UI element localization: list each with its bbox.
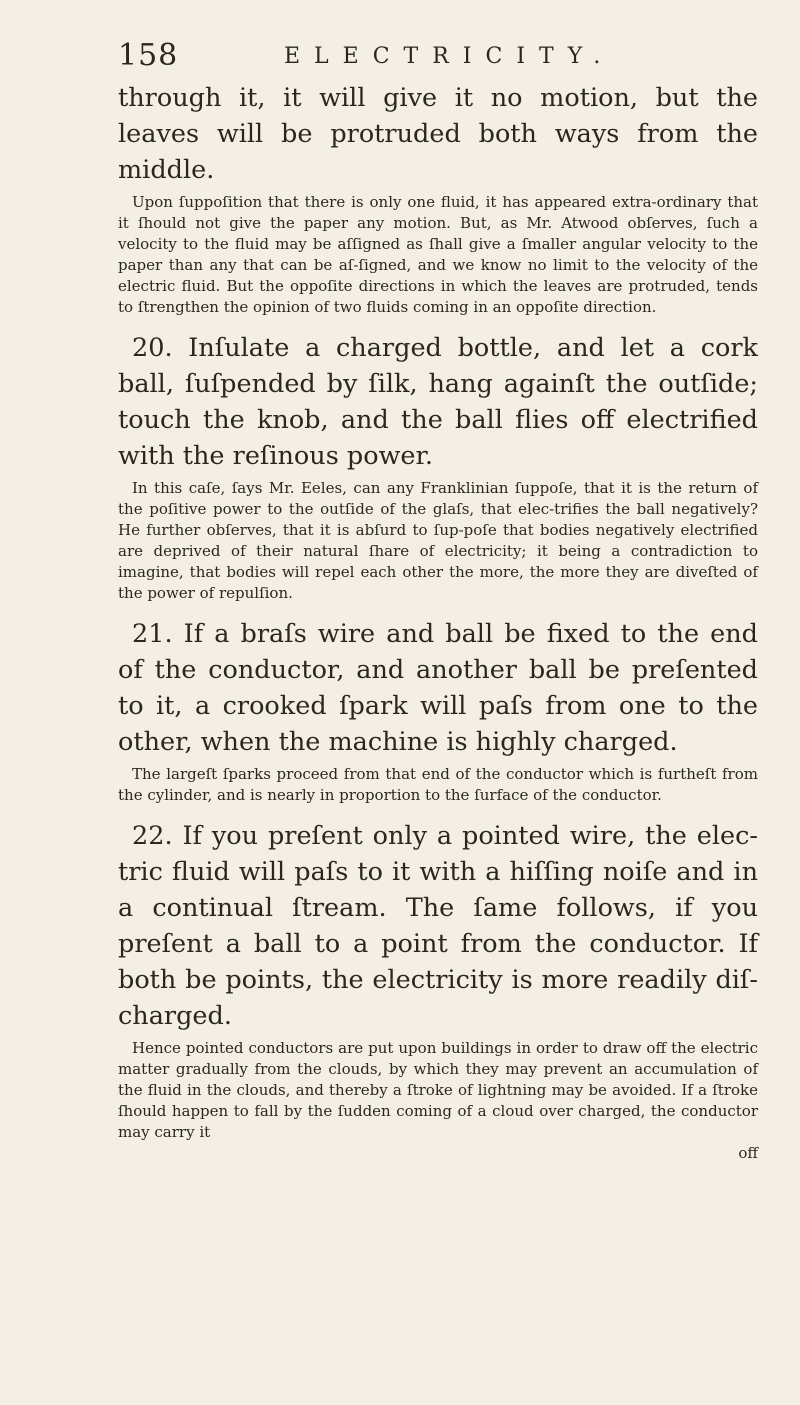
experiment-22: 22. If you preſent only a pointed wire, the elec-tric fluid will paſs to it with a hiſſing noiſe and in a continual ſtream. The ſame follows, if you preſent a ball to a point from the conductor. If both be points, the electricity is more readily diſ-charged.: [118, 821, 758, 1031]
page-number: 158: [118, 38, 179, 73]
experiment-21: 21. If a braſs wire and ball be fixed to the end of the conductor, and another ball be preſented to it, a crooked ſpark will paſs from one to the other, when the machine is highly charged.: [118, 619, 758, 757]
note-paragraph: The largeſt ſparks proceed from that end of the conductor which is furtheſt from the cylinder, and is nearly in proportion to the ſurface of the conductor.: [118, 765, 758, 804]
note-paragraph: In this caſe, ſays Mr. Eeles, can any Franklinian ſuppoſe, that it is the return of the poſitive power to the outſide of the glaſs, that elec-trifies the ball negatively? He further obſerves, that it is abſurd to ſup-poſe that bodies negatively electrified are deprived of their natural ſhare of electricity; it being a contradiction to imagine, that bodies will repel each other the more, the more they are diveſted of the power of repulſion.: [118, 479, 758, 602]
experiment-20: 20. Inſulate a charged bottle, and let a cork ball, ſuſpended by ſilk, hang againſt the outſide; touch the knob, and the ball flies off electrified with the reſinous power.: [118, 333, 758, 471]
catchword: off: [738, 1144, 758, 1162]
note-paragraph: Upon ſuppoſition that there is only one fluid, it has appeared extra-ordinary that it ſhould not give the paper any motion. But, as Mr. Atwood obſerves, ſuch a velocity to the fluid may be aſſigned as ſhall give a ſmaller angular velocity to the paper than any that can be aſ-ſigned, and we know no limit to the velocity of the electric fluid. But the oppoſite directions in which the leaves are protruded, tends to ſtrengthen the opinion of two fluids coming in an oppoſite direction.: [118, 193, 758, 316]
page-header: [118, 38, 758, 78]
paragraph-continuation: through it, it will give it no motion, but the leaves will be protruded both ways from the middle.: [118, 83, 758, 185]
body-text: [118, 80, 758, 1164]
running-title: ELECTRICITY.: [284, 44, 615, 69]
note-paragraph: Hence pointed conductors are put upon buildings in order to draw off the electric matter gradually from the clouds, by which they may prevent an accumulation of the fluid in the clouds, and thereby a ſtroke of lightning may be avoided. If a ſtroke ſhould happen to fall by the ſudden coming of a cloud over charged, the conductor may carry it: [118, 1039, 758, 1141]
